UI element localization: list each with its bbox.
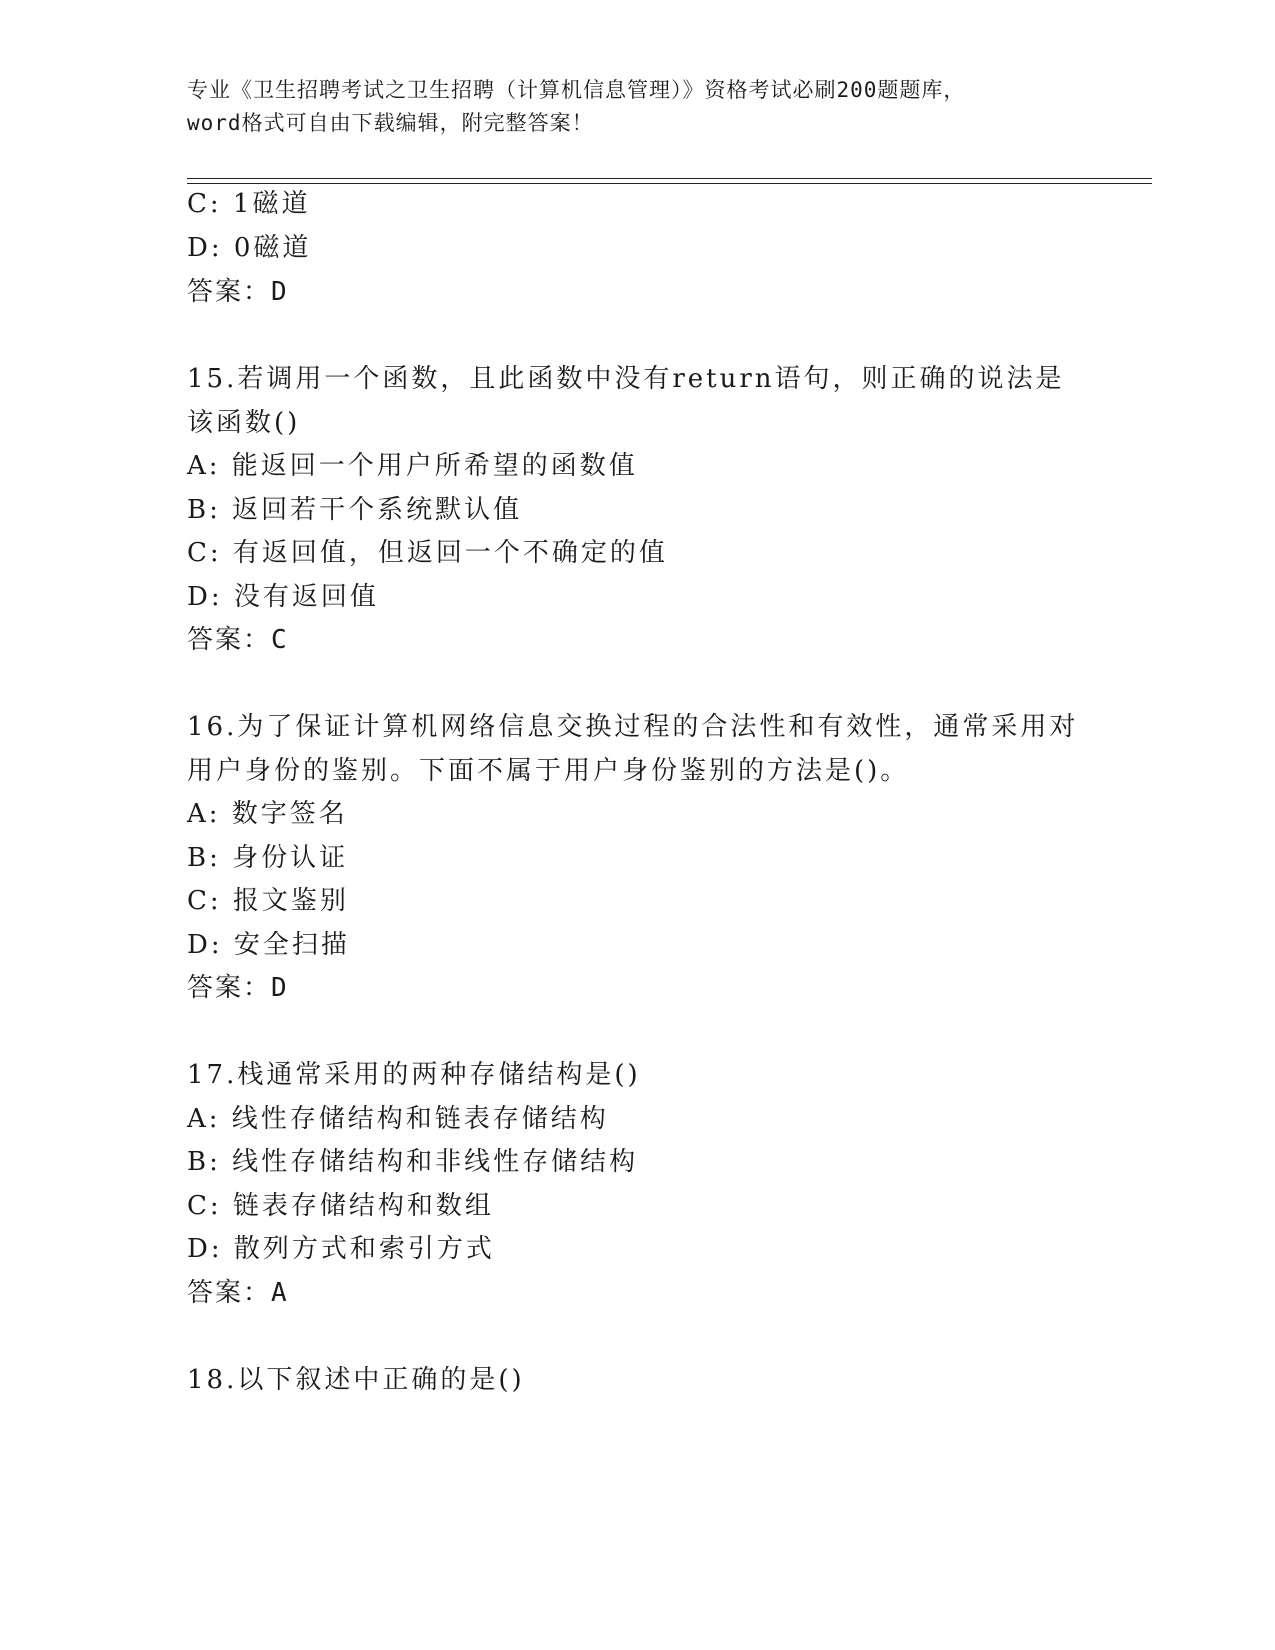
- header-divider-top: [187, 178, 1152, 179]
- answer-value: C: [271, 625, 288, 655]
- answer-line: [187, 622, 288, 658]
- answer-line: [187, 274, 288, 310]
- option-d: D: 0磁道: [187, 233, 312, 263]
- document-header: [187, 74, 1087, 140]
- option-b: B: 身份认证: [187, 843, 349, 873]
- answer-label: 答案：: [187, 277, 272, 307]
- header-divider-bottom: [187, 183, 1152, 184]
- question-stem: 该函数(): [187, 408, 301, 438]
- option-c: C: 1磁道: [187, 189, 311, 219]
- question-stem: 用户身份的鉴别。下面不属于用户身份鉴别的方法是()。: [187, 756, 910, 786]
- option-d: D: 散列方式和索引方式: [187, 1234, 495, 1264]
- option-c: C: 有返回值，但返回一个不确定的值: [187, 538, 668, 568]
- answer-label: 答案：: [187, 1278, 272, 1308]
- option-d: D: 安全扫描: [187, 930, 350, 960]
- answer-value: D: [271, 277, 288, 307]
- option-c: C: 报文鉴别: [187, 886, 349, 916]
- answer-line: [187, 970, 288, 1006]
- header-line-2: word格式可自由下载编辑，附完整答案！: [187, 111, 594, 135]
- option-a: A: 能返回一个用户所希望的函数值: [187, 451, 638, 481]
- option-a: A: 线性存储结构和链表存储结构: [187, 1104, 609, 1134]
- option-c: C: 链表存储结构和数组: [187, 1191, 494, 1221]
- option-a: A: 数字签名: [187, 799, 348, 829]
- answer-line: [187, 1275, 288, 1311]
- option-d: D: 没有返回值: [187, 582, 379, 612]
- header-line-1: 专业《卫生招聘考试之卫生招聘（计算机信息管理）》资格考试必刷200题题库，: [187, 78, 966, 102]
- question-stem: 16.为了保证计算机网络信息交换过程的合法性和有效性，通常采用对: [187, 712, 1079, 742]
- answer-value: D: [271, 973, 288, 1003]
- answer-label: 答案：: [187, 625, 272, 655]
- question-stem: 17.栈通常采用的两种存储结构是(): [187, 1060, 641, 1090]
- answer-value: A: [271, 1278, 288, 1308]
- option-b: B: 返回若干个系统默认值: [187, 495, 523, 525]
- question-stem: 15.若调用一个函数，且此函数中没有return语句，则正确的说法是: [187, 364, 1065, 394]
- option-b: B: 线性存储结构和非线性存储结构: [187, 1147, 639, 1177]
- question-stem: 18.以下叙述中正确的是(): [187, 1365, 525, 1395]
- answer-label: 答案：: [187, 973, 272, 1003]
